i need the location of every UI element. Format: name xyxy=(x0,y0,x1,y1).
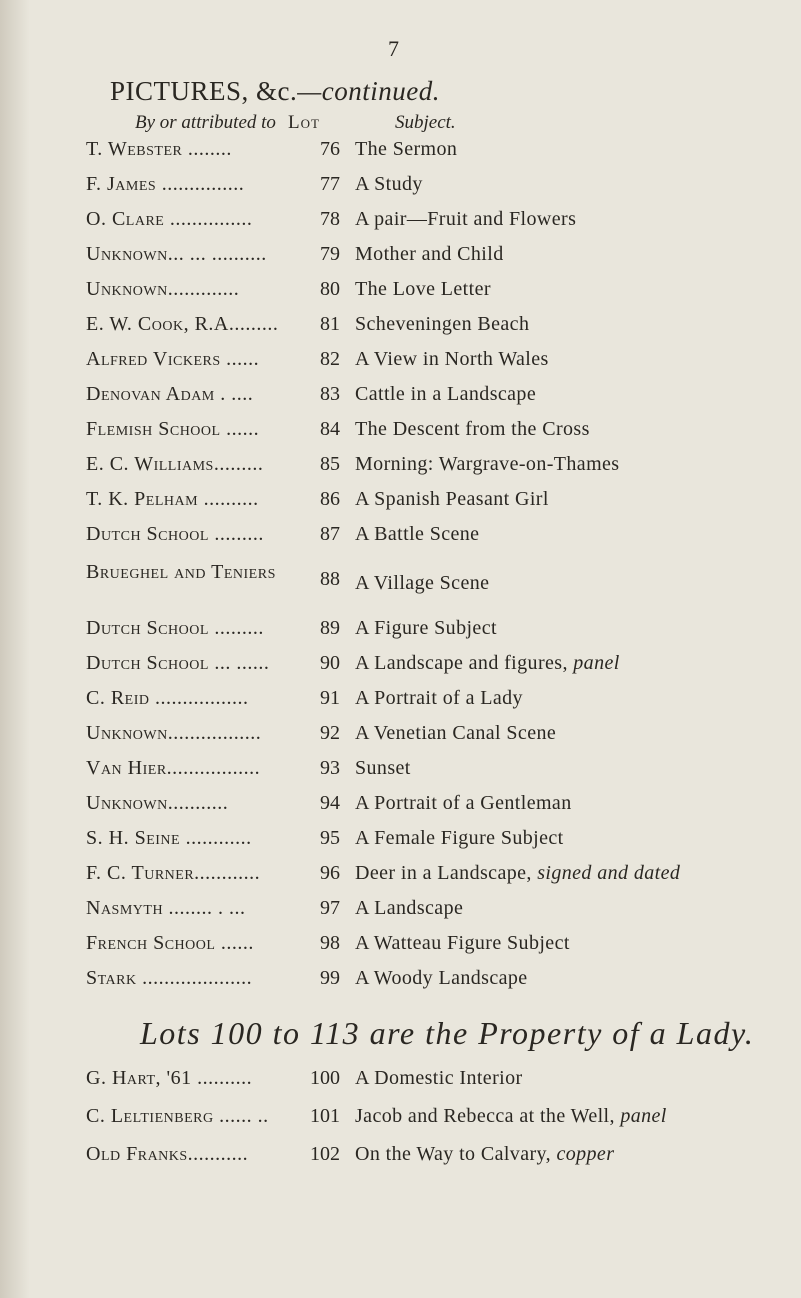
table-row xyxy=(0,792,801,822)
lot-number: 87 xyxy=(320,523,340,545)
lot-number: 95 xyxy=(320,827,340,849)
lot-number: 100 xyxy=(310,1067,340,1089)
subject-text: Deer in a Landscape, xyxy=(355,862,532,884)
subject-title xyxy=(355,348,795,371)
table-row xyxy=(0,453,801,483)
lot-number: 76 xyxy=(320,138,340,160)
subject-text: A View in North Wales xyxy=(355,348,549,370)
subject-text: A Female Figure Subject xyxy=(355,827,564,849)
table-row xyxy=(0,1105,801,1135)
subject-note: signed and dated xyxy=(537,862,681,884)
subject-note: copper xyxy=(556,1143,615,1165)
table-row xyxy=(0,383,801,413)
lot-number: 94 xyxy=(320,792,340,814)
table-row xyxy=(0,932,801,962)
table-row xyxy=(0,1067,801,1097)
lot-number: 90 xyxy=(320,652,340,674)
lot-number: 91 xyxy=(320,687,340,709)
subject-title xyxy=(355,827,795,850)
subject-text: On the Way to Calvary, xyxy=(355,1143,552,1165)
lot-number: 80 xyxy=(320,278,340,300)
subject-text: A Study xyxy=(355,173,423,195)
artist-name: E. C. Williams......... xyxy=(86,453,264,475)
artist-name: Dutch School ......... xyxy=(86,617,264,639)
subject-text: A Domestic Interior xyxy=(355,1067,523,1089)
table-row xyxy=(0,313,801,343)
subject-title xyxy=(355,572,795,595)
subject-note: panel xyxy=(573,652,620,674)
artist-name: C. Reid ................. xyxy=(86,687,249,709)
artist-name: S. H. Seine ............ xyxy=(86,827,252,849)
table-row xyxy=(0,897,801,927)
subject-text: A Venetian Canal Scene xyxy=(355,722,557,744)
subject-title xyxy=(355,1105,795,1128)
subject-title xyxy=(355,278,795,301)
lot-number: 89 xyxy=(320,617,340,639)
artist-name: E. W. Cook, R.A......... xyxy=(86,313,279,335)
artist-name: Unknown................. xyxy=(86,722,262,744)
artist-name: Alfred Vickers ...... xyxy=(86,348,260,370)
subject-title xyxy=(355,687,795,710)
artist-name: Unknown........... xyxy=(86,792,229,814)
subject-text: Jacob and Rebecca at the Well, xyxy=(355,1105,615,1127)
subject-text: Cattle in a Landscape xyxy=(355,383,537,405)
table-row xyxy=(0,173,801,203)
subject-text: Morning: Wargrave-on-Thames xyxy=(355,453,620,475)
lot-number: 92 xyxy=(320,722,340,744)
lot-number: 101 xyxy=(310,1105,340,1127)
subject-title xyxy=(355,722,795,745)
section-heading-continued: —continued. xyxy=(297,76,440,106)
lot-number: 97 xyxy=(320,897,340,919)
artist-name: Brueghel and Teniers xyxy=(86,561,276,583)
table-row xyxy=(0,757,801,787)
artist-name: O. Clare ............... xyxy=(86,208,253,230)
subject-title xyxy=(355,138,795,161)
column-header-artist: By or attributed to xyxy=(135,112,276,133)
artist-name: Dutch School ... ...... xyxy=(86,652,270,674)
table-row xyxy=(0,560,801,604)
artist-name: G. Hart, '61 .......... xyxy=(86,1067,253,1089)
artist-name: Stark .................... xyxy=(86,967,253,989)
subject-title xyxy=(355,173,795,196)
artist-name: Old Franks........... xyxy=(86,1143,249,1165)
artist-name: Unknown... ... .......... xyxy=(86,243,267,265)
column-header-subject: Subject. xyxy=(395,112,456,133)
section-heading-main: PICTURES, &c. xyxy=(110,76,298,106)
subject-title xyxy=(355,208,795,231)
artist-name: Unknown............. xyxy=(86,278,240,300)
artist-name: T. K. Pelham .......... xyxy=(86,488,259,510)
subject-title xyxy=(355,1067,795,1090)
table-row xyxy=(0,652,801,682)
subject-title xyxy=(355,313,795,336)
table-row xyxy=(0,278,801,308)
table-row xyxy=(0,418,801,448)
lot-number: 78 xyxy=(320,208,340,230)
table-row xyxy=(0,488,801,518)
lot-number: 79 xyxy=(320,243,340,265)
artist-name: T. Webster ........ xyxy=(86,138,232,160)
lot-number: 88 xyxy=(320,568,340,590)
artist-name: C. Leltienberg ...... .. xyxy=(86,1105,269,1127)
lot-number: 83 xyxy=(320,383,340,405)
lot-number: 82 xyxy=(320,348,340,370)
subject-text: Scheveningen Beach xyxy=(355,313,530,335)
subject-text: A Portrait of a Lady xyxy=(355,687,523,709)
table-row xyxy=(0,348,801,378)
subject-text: A Watteau Figure Subject xyxy=(355,932,570,954)
subject-text: A Village Scene xyxy=(355,572,490,594)
lot-number: 77 xyxy=(320,173,340,195)
subject-title xyxy=(355,862,795,885)
subject-text: The Sermon xyxy=(355,138,458,160)
artist-name: Nasmyth ........ . ... xyxy=(86,897,246,919)
table-row xyxy=(0,243,801,273)
lot-number: 85 xyxy=(320,453,340,475)
subject-title xyxy=(355,453,795,476)
subject-title xyxy=(355,652,795,675)
subject-text: A Woody Landscape xyxy=(355,967,528,989)
table-row xyxy=(0,617,801,647)
table-row xyxy=(0,1143,801,1173)
artist-name: Flemish School ...... xyxy=(86,418,260,440)
subject-text: Mother and Child xyxy=(355,243,504,265)
subject-text: A Landscape xyxy=(355,897,464,919)
table-row xyxy=(0,523,801,553)
table-row xyxy=(0,687,801,717)
lot-number: 86 xyxy=(320,488,340,510)
subject-text: A Battle Scene xyxy=(355,523,480,545)
table-row xyxy=(0,208,801,238)
subject-title xyxy=(355,383,795,406)
table-row xyxy=(0,967,801,997)
section-heading xyxy=(110,76,790,107)
page-number: 7 xyxy=(388,36,399,61)
table-row xyxy=(0,862,801,892)
subject-text: The Descent from the Cross xyxy=(355,418,590,440)
subject-title xyxy=(355,1143,795,1166)
table-row xyxy=(0,138,801,168)
table-row xyxy=(0,827,801,857)
subject-title xyxy=(355,488,795,511)
subject-text: A Spanish Peasant Girl xyxy=(355,488,549,510)
lot-number: 81 xyxy=(320,313,340,335)
lot-number: 102 xyxy=(310,1143,340,1165)
subject-text: The Love Letter xyxy=(355,278,491,300)
artist-name: French School ...... xyxy=(86,932,254,954)
subject-text: A Landscape and figures, xyxy=(355,652,568,674)
artist-name: Denovan Adam . .... xyxy=(86,383,254,405)
subject-title xyxy=(355,792,795,815)
subject-title xyxy=(355,897,795,920)
subject-title xyxy=(355,967,795,990)
artist-name: Dutch School ......... xyxy=(86,523,264,545)
lot-number: 84 xyxy=(320,418,340,440)
table-row xyxy=(0,722,801,752)
subject-title xyxy=(355,932,795,955)
subject-text: A Figure Subject xyxy=(355,617,497,639)
artist-name: F. C. Turner............ xyxy=(86,862,261,884)
group-heading: Lots 100 to 113 are the Property of a Lady. xyxy=(140,1015,755,1051)
subject-title xyxy=(355,757,795,780)
subject-title xyxy=(355,243,795,266)
artist-name: F. James ............... xyxy=(86,173,245,195)
artist-name: Van Hier................. xyxy=(86,757,261,779)
lot-number: 99 xyxy=(320,967,340,989)
subject-note: panel xyxy=(620,1105,667,1127)
subject-title xyxy=(355,617,795,640)
subject-title xyxy=(355,418,795,441)
lot-number: 96 xyxy=(320,862,340,884)
lot-number: 93 xyxy=(320,757,340,779)
subject-text: A Portrait of a Gentleman xyxy=(355,792,572,814)
lot-number: 98 xyxy=(320,932,340,954)
subject-title xyxy=(355,523,795,546)
column-header-lot: Lot xyxy=(288,112,320,133)
subject-text: Sunset xyxy=(355,757,411,779)
subject-text: A pair—Fruit and Flowers xyxy=(355,208,577,230)
